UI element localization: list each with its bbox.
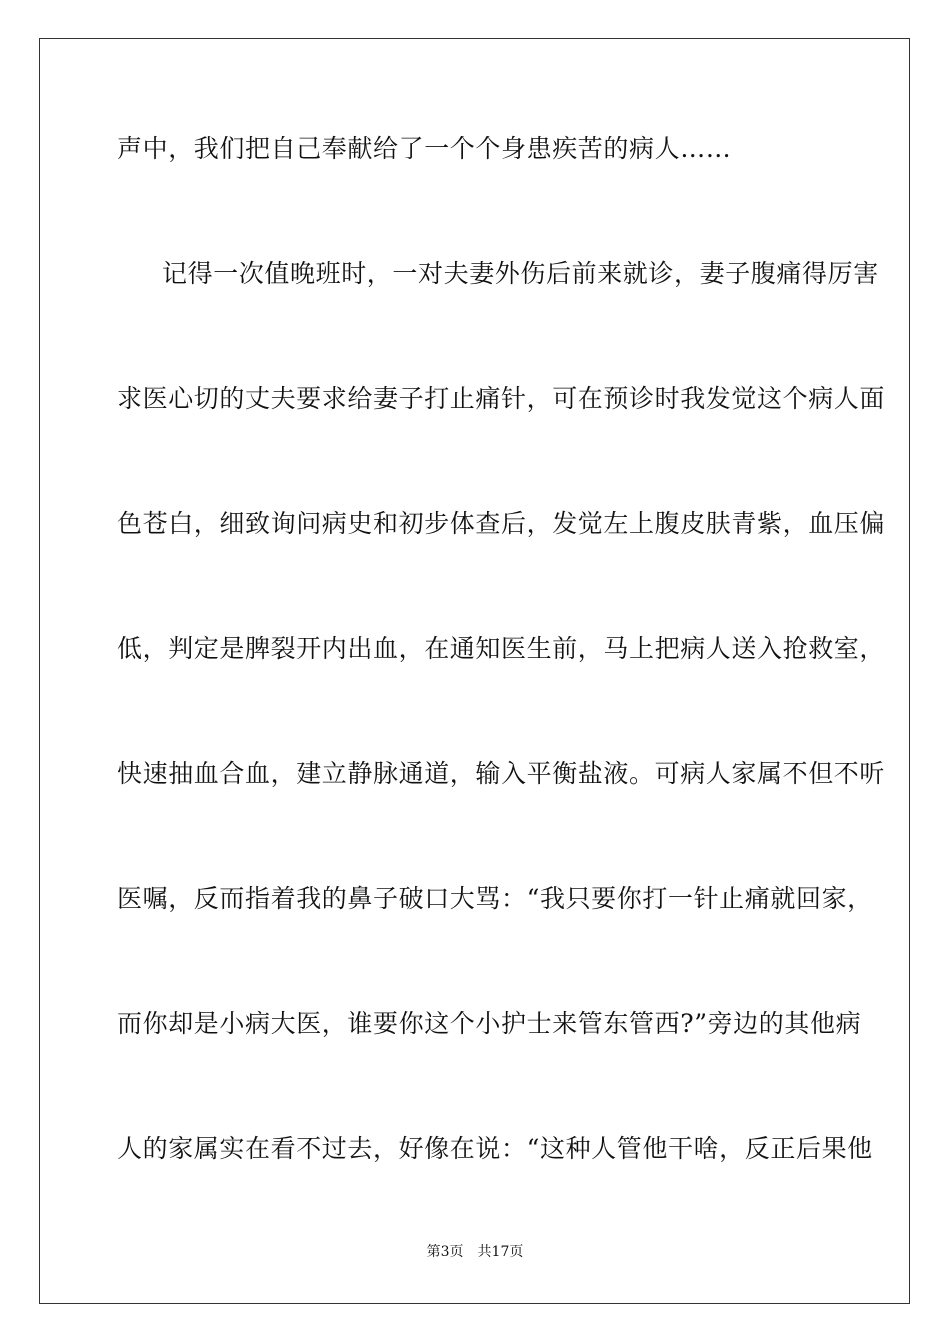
paragraph-line-5: 低，判定是脾裂开内出血，在通知医生前，马上把病人送入抢救室， [117, 634, 886, 663]
paragraph-line-3: 求医心切的丈夫要求给妻子打止痛针，可在预诊时我发觉这个病人面 [117, 384, 886, 413]
paragraph-line-4: 色苍白，细致询问病史和初步体查后，发觉左上腹皮肤青紫，血压偏 [117, 509, 886, 538]
paragraph-line-2: 记得一次值晚班时，一对夫妻外伤后前来就诊，妻子腹痛得厉害 [162, 259, 879, 288]
page-border [39, 38, 910, 1304]
paragraph-line-9: 人的家属实在看不过去，好像在说：“这种人管他干啥，反正后果他 [117, 1134, 873, 1163]
page-number: 第3页 [426, 1244, 464, 1260]
paragraph-line-6: 快速抽血合血，建立静脉通道，输入平衡盐液。可病人家属不但不听 [117, 759, 886, 788]
paragraph-line-1: 声中，我们把自己奉献给了一个个身患疾苦的病人…… [117, 134, 732, 163]
page-footer [0, 1243, 950, 1261]
page-total: 共17页 [477, 1244, 524, 1260]
paragraph-line-7: 医嘱，反而指着我的鼻子破口大骂：“我只要你打一针止痛就回家， [117, 884, 873, 913]
paragraph-line-8: 而你却是小病大医，谁要你这个小护士来管东管西?”旁边的其他病 [117, 1009, 862, 1038]
